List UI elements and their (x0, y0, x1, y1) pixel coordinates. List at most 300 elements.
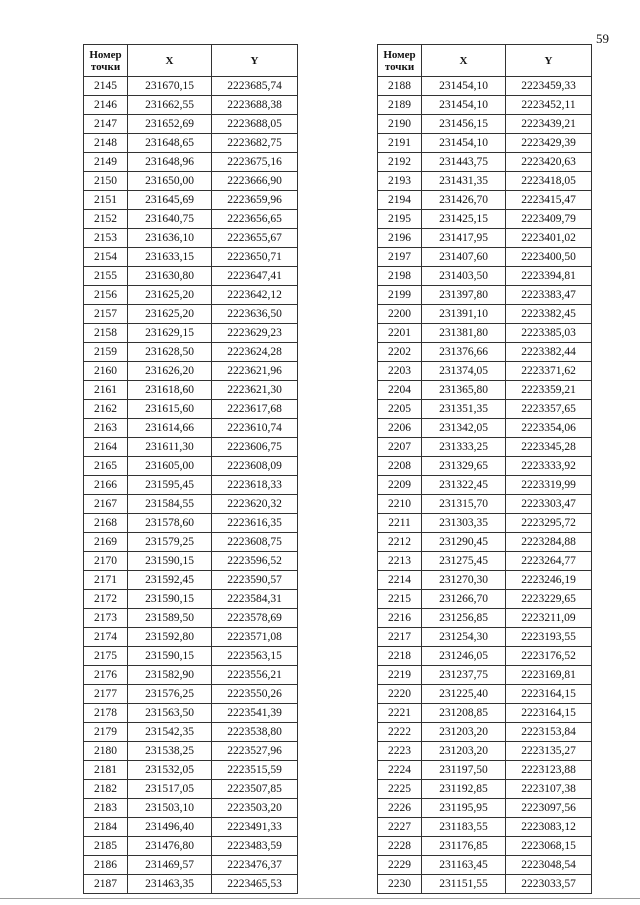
point-number-cell: 2230 (378, 875, 422, 894)
y-coordinate-cell: 2223507,85 (212, 780, 298, 799)
y-coordinate-cell: 2223415,47 (506, 191, 592, 210)
table-row (84, 419, 298, 438)
point-number-cell: 2158 (84, 324, 128, 343)
table-row (378, 742, 592, 761)
table-row (378, 134, 592, 153)
table-row (378, 799, 592, 818)
y-coordinate-cell: 2223033,57 (506, 875, 592, 894)
point-number-cell: 2215 (378, 590, 422, 609)
point-number-cell: 2203 (378, 362, 422, 381)
point-number-cell: 2217 (378, 628, 422, 647)
table-row (378, 438, 592, 457)
header-x: X (422, 45, 506, 77)
x-coordinate-cell: 231650,00 (128, 172, 212, 191)
point-number-cell: 2160 (84, 362, 128, 381)
coordinates-table-right (377, 44, 592, 894)
header-y: Y (212, 45, 298, 77)
point-number-cell: 2149 (84, 153, 128, 172)
table-row (378, 457, 592, 476)
table-row (378, 685, 592, 704)
x-coordinate-cell: 231463,35 (128, 875, 212, 894)
y-coordinate-cell: 2223608,75 (212, 533, 298, 552)
y-coordinate-cell: 2223642,12 (212, 286, 298, 305)
point-number-cell: 2206 (378, 419, 422, 438)
x-coordinate-cell: 231425,15 (422, 210, 506, 229)
y-coordinate-cell: 2223538,80 (212, 723, 298, 742)
table-row (84, 438, 298, 457)
point-number-cell: 2197 (378, 248, 422, 267)
x-coordinate-cell: 231605,00 (128, 457, 212, 476)
point-number-cell: 2224 (378, 761, 422, 780)
table-row (378, 267, 592, 286)
table-row (378, 210, 592, 229)
y-coordinate-cell: 2223354,06 (506, 419, 592, 438)
table-row (84, 609, 298, 628)
point-number-cell: 2156 (84, 286, 128, 305)
x-coordinate-cell: 231454,10 (422, 96, 506, 115)
y-coordinate-cell: 2223563,15 (212, 647, 298, 666)
y-coordinate-cell: 2223656,65 (212, 210, 298, 229)
table-row (378, 419, 592, 438)
x-coordinate-cell: 231538,25 (128, 742, 212, 761)
table-row (378, 533, 592, 552)
x-coordinate-cell: 231532,05 (128, 761, 212, 780)
x-coordinate-cell: 231183,55 (422, 818, 506, 837)
x-coordinate-cell: 231648,96 (128, 153, 212, 172)
x-coordinate-cell: 231503,10 (128, 799, 212, 818)
point-number-cell: 2208 (378, 457, 422, 476)
point-number-cell: 2147 (84, 115, 128, 134)
y-coordinate-cell: 2223556,21 (212, 666, 298, 685)
page-bottom-divider (0, 898, 640, 899)
x-coordinate-cell: 231266,70 (422, 590, 506, 609)
table-row (84, 856, 298, 875)
point-number-cell: 2176 (84, 666, 128, 685)
point-number-cell: 2178 (84, 704, 128, 723)
y-coordinate-cell: 2223616,35 (212, 514, 298, 533)
table-row (84, 115, 298, 134)
x-coordinate-cell: 231365,80 (422, 381, 506, 400)
y-coordinate-cell: 2223246,19 (506, 571, 592, 590)
y-coordinate-cell: 2223429,39 (506, 134, 592, 153)
table-row (84, 77, 298, 96)
x-coordinate-cell: 231563,50 (128, 704, 212, 723)
x-coordinate-cell: 231203,20 (422, 742, 506, 761)
x-coordinate-cell: 231633,15 (128, 248, 212, 267)
y-coordinate-cell: 2223211,09 (506, 609, 592, 628)
point-number-cell: 2150 (84, 172, 128, 191)
y-coordinate-cell: 2223123,88 (506, 761, 592, 780)
y-coordinate-cell: 2223465,53 (212, 875, 298, 894)
y-coordinate-cell: 2223629,23 (212, 324, 298, 343)
y-coordinate-cell: 2223048,54 (506, 856, 592, 875)
x-coordinate-cell: 231625,20 (128, 286, 212, 305)
point-number-cell: 2154 (84, 248, 128, 267)
x-coordinate-cell: 231237,75 (422, 666, 506, 685)
point-number-cell: 2198 (378, 267, 422, 286)
x-coordinate-cell: 231648,65 (128, 134, 212, 153)
point-number-cell: 2185 (84, 837, 128, 856)
y-coordinate-cell: 2223618,33 (212, 476, 298, 495)
y-coordinate-cell: 2223624,28 (212, 343, 298, 362)
y-coordinate-cell: 2223164,15 (506, 704, 592, 723)
x-coordinate-cell: 231640,75 (128, 210, 212, 229)
x-coordinate-cell: 231611,30 (128, 438, 212, 457)
point-number-cell: 2172 (84, 590, 128, 609)
y-coordinate-cell: 2223169,81 (506, 666, 592, 685)
x-coordinate-cell: 231590,15 (128, 590, 212, 609)
table-row (84, 514, 298, 533)
y-coordinate-cell: 2223596,52 (212, 552, 298, 571)
table-row (378, 552, 592, 571)
table-row (84, 552, 298, 571)
point-number-cell: 2201 (378, 324, 422, 343)
y-coordinate-cell: 2223333,92 (506, 457, 592, 476)
table-row (84, 818, 298, 837)
table-row (378, 780, 592, 799)
x-coordinate-cell: 231246,05 (422, 647, 506, 666)
point-number-cell: 2214 (378, 571, 422, 590)
table-row (84, 267, 298, 286)
point-number-cell: 2163 (84, 419, 128, 438)
y-coordinate-cell: 2223359,21 (506, 381, 592, 400)
table-row (378, 609, 592, 628)
table-row (378, 400, 592, 419)
y-coordinate-cell: 2223688,05 (212, 115, 298, 134)
x-coordinate-cell: 231333,25 (422, 438, 506, 457)
table-row (84, 210, 298, 229)
point-number-cell: 2196 (378, 229, 422, 248)
x-coordinate-cell: 231208,85 (422, 704, 506, 723)
x-coordinate-cell: 231315,70 (422, 495, 506, 514)
x-coordinate-cell: 231275,45 (422, 552, 506, 571)
point-number-cell: 2225 (378, 780, 422, 799)
y-coordinate-cell: 2223659,96 (212, 191, 298, 210)
x-coordinate-cell: 231391,10 (422, 305, 506, 324)
x-coordinate-cell: 231625,20 (128, 305, 212, 324)
x-coordinate-cell: 231443,75 (422, 153, 506, 172)
point-number-cell: 2181 (84, 761, 128, 780)
point-number-cell: 2146 (84, 96, 128, 115)
y-coordinate-cell: 2223394,81 (506, 267, 592, 286)
y-coordinate-cell: 2223284,88 (506, 533, 592, 552)
y-coordinate-cell: 2223610,74 (212, 419, 298, 438)
x-coordinate-cell: 231381,80 (422, 324, 506, 343)
table-row (378, 362, 592, 381)
table-row (84, 96, 298, 115)
point-number-cell: 2184 (84, 818, 128, 837)
y-coordinate-cell: 2223452,11 (506, 96, 592, 115)
x-coordinate-cell: 231426,70 (422, 191, 506, 210)
point-number-cell: 2179 (84, 723, 128, 742)
y-coordinate-cell: 2223682,75 (212, 134, 298, 153)
y-coordinate-cell: 2223666,90 (212, 172, 298, 191)
point-number-cell: 2153 (84, 229, 128, 248)
table-row (378, 704, 592, 723)
table-row (84, 799, 298, 818)
table-header-row (84, 45, 298, 77)
point-number-cell: 2192 (378, 153, 422, 172)
point-number-cell: 2219 (378, 666, 422, 685)
x-coordinate-cell: 231579,25 (128, 533, 212, 552)
table-row (84, 533, 298, 552)
point-number-cell: 2212 (378, 533, 422, 552)
point-number-cell: 2221 (378, 704, 422, 723)
header-x: X (128, 45, 212, 77)
y-coordinate-cell: 2223409,79 (506, 210, 592, 229)
y-coordinate-cell: 2223439,21 (506, 115, 592, 134)
y-coordinate-cell: 2223229,65 (506, 590, 592, 609)
table-row (378, 818, 592, 837)
point-number-cell: 2191 (378, 134, 422, 153)
y-coordinate-cell: 2223345,28 (506, 438, 592, 457)
y-coordinate-cell: 2223620,32 (212, 495, 298, 514)
table-row (84, 704, 298, 723)
y-coordinate-cell: 2223636,50 (212, 305, 298, 324)
table-row (378, 305, 592, 324)
point-number-cell: 2200 (378, 305, 422, 324)
table-row (378, 343, 592, 362)
x-coordinate-cell: 231303,35 (422, 514, 506, 533)
x-coordinate-cell: 231254,30 (422, 628, 506, 647)
y-coordinate-cell: 2223647,41 (212, 267, 298, 286)
point-number-cell: 2168 (84, 514, 128, 533)
point-number-cell: 2226 (378, 799, 422, 818)
point-number-cell: 2183 (84, 799, 128, 818)
table-row (84, 191, 298, 210)
x-coordinate-cell: 231590,15 (128, 552, 212, 571)
point-number-cell: 2148 (84, 134, 128, 153)
table-row (378, 476, 592, 495)
table-row (84, 628, 298, 647)
y-coordinate-cell: 2223418,05 (506, 172, 592, 191)
table-row (378, 514, 592, 533)
y-coordinate-cell: 2223578,69 (212, 609, 298, 628)
table-row (84, 343, 298, 362)
point-number-cell: 2216 (378, 609, 422, 628)
table-row (84, 647, 298, 666)
y-coordinate-cell: 2223176,52 (506, 647, 592, 666)
y-coordinate-cell: 2223083,12 (506, 818, 592, 837)
y-coordinate-cell: 2223097,56 (506, 799, 592, 818)
table-row (378, 647, 592, 666)
y-coordinate-cell: 2223515,59 (212, 761, 298, 780)
y-coordinate-cell: 2223153,84 (506, 723, 592, 742)
table-row (84, 305, 298, 324)
x-coordinate-cell: 231454,10 (422, 77, 506, 96)
y-coordinate-cell: 2223420,63 (506, 153, 592, 172)
point-number-cell: 2164 (84, 438, 128, 457)
table-row (378, 115, 592, 134)
y-coordinate-cell: 2223295,72 (506, 514, 592, 533)
x-coordinate-cell: 231595,45 (128, 476, 212, 495)
table-row (84, 381, 298, 400)
point-number-cell: 2205 (378, 400, 422, 419)
table-row (84, 742, 298, 761)
point-number-cell: 2174 (84, 628, 128, 647)
table-row (378, 856, 592, 875)
point-number-cell: 2175 (84, 647, 128, 666)
table-row (84, 875, 298, 894)
y-coordinate-cell: 2223135,27 (506, 742, 592, 761)
x-coordinate-cell: 231176,85 (422, 837, 506, 856)
table-row (378, 172, 592, 191)
x-coordinate-cell: 231403,50 (422, 267, 506, 286)
point-number-cell: 2173 (84, 609, 128, 628)
y-coordinate-cell: 2223655,67 (212, 229, 298, 248)
x-coordinate-cell: 231256,85 (422, 609, 506, 628)
x-coordinate-cell: 231576,25 (128, 685, 212, 704)
y-coordinate-cell: 2223382,45 (506, 305, 592, 324)
point-number-cell: 2218 (378, 647, 422, 666)
point-number-cell: 2159 (84, 343, 128, 362)
y-coordinate-cell: 2223107,38 (506, 780, 592, 799)
x-coordinate-cell: 231636,10 (128, 229, 212, 248)
y-coordinate-cell: 2223571,08 (212, 628, 298, 647)
table-row (378, 666, 592, 685)
table-row (84, 229, 298, 248)
point-number-cell: 2207 (378, 438, 422, 457)
x-coordinate-cell: 231225,40 (422, 685, 506, 704)
x-coordinate-cell: 231329,65 (422, 457, 506, 476)
table-row (378, 96, 592, 115)
x-coordinate-cell: 231670,15 (128, 77, 212, 96)
x-coordinate-cell: 231417,95 (422, 229, 506, 248)
point-number-cell: 2220 (378, 685, 422, 704)
point-number-cell: 2170 (84, 552, 128, 571)
x-coordinate-cell: 231592,45 (128, 571, 212, 590)
point-number-cell: 2190 (378, 115, 422, 134)
table-row (84, 837, 298, 856)
point-number-cell: 2209 (378, 476, 422, 495)
x-coordinate-cell: 231151,55 (422, 875, 506, 894)
y-coordinate-cell: 2223491,33 (212, 818, 298, 837)
table-row (378, 191, 592, 210)
x-coordinate-cell: 231645,69 (128, 191, 212, 210)
table-row (378, 286, 592, 305)
table-row (378, 153, 592, 172)
point-number-cell: 2171 (84, 571, 128, 590)
point-number-cell: 2161 (84, 381, 128, 400)
header-point-number: Номер точки (84, 45, 128, 77)
x-coordinate-cell: 231517,05 (128, 780, 212, 799)
table-row (84, 134, 298, 153)
y-coordinate-cell: 2223527,96 (212, 742, 298, 761)
y-coordinate-cell: 2223590,57 (212, 571, 298, 590)
table-row (84, 571, 298, 590)
point-number-cell: 2189 (378, 96, 422, 115)
point-number-cell: 2228 (378, 837, 422, 856)
table-row (378, 495, 592, 514)
x-coordinate-cell: 231374,05 (422, 362, 506, 381)
y-coordinate-cell: 2223382,44 (506, 343, 592, 362)
point-number-cell: 2155 (84, 267, 128, 286)
point-number-cell: 2227 (378, 818, 422, 837)
table-row (84, 362, 298, 381)
x-coordinate-cell: 231628,50 (128, 343, 212, 362)
point-number-cell: 2222 (378, 723, 422, 742)
table-row (378, 761, 592, 780)
table-row (84, 476, 298, 495)
y-coordinate-cell: 2223688,38 (212, 96, 298, 115)
y-coordinate-cell: 2223621,30 (212, 381, 298, 400)
table-row (84, 153, 298, 172)
x-coordinate-cell: 231456,15 (422, 115, 506, 134)
y-coordinate-cell: 2223459,33 (506, 77, 592, 96)
x-coordinate-cell: 231431,35 (422, 172, 506, 191)
point-number-cell: 2202 (378, 343, 422, 362)
x-coordinate-cell: 231590,15 (128, 647, 212, 666)
x-coordinate-cell: 231578,60 (128, 514, 212, 533)
point-number-cell: 2229 (378, 856, 422, 875)
y-coordinate-cell: 2223401,02 (506, 229, 592, 248)
x-coordinate-cell: 231618,60 (128, 381, 212, 400)
page-number: 59 (596, 31, 609, 46)
x-coordinate-cell: 231584,55 (128, 495, 212, 514)
table-row (378, 875, 592, 894)
x-coordinate-cell: 231322,45 (422, 476, 506, 495)
point-number-cell: 2186 (84, 856, 128, 875)
table-row (84, 761, 298, 780)
x-coordinate-cell: 231351,35 (422, 400, 506, 419)
y-coordinate-cell: 2223685,74 (212, 77, 298, 96)
x-coordinate-cell: 231542,35 (128, 723, 212, 742)
point-number-cell: 2182 (84, 780, 128, 799)
table-row (378, 723, 592, 742)
y-coordinate-cell: 2223675,16 (212, 153, 298, 172)
x-coordinate-cell: 231592,80 (128, 628, 212, 647)
table-header-row (378, 45, 592, 77)
y-coordinate-cell: 2223621,96 (212, 362, 298, 381)
table-row (378, 628, 592, 647)
x-coordinate-cell: 231163,45 (422, 856, 506, 875)
x-coordinate-cell: 231454,10 (422, 134, 506, 153)
y-coordinate-cell: 2223550,26 (212, 685, 298, 704)
point-number-cell: 2151 (84, 191, 128, 210)
point-number-cell: 2152 (84, 210, 128, 229)
y-coordinate-cell: 2223319,99 (506, 476, 592, 495)
table-row (378, 381, 592, 400)
table-row (378, 77, 592, 96)
x-coordinate-cell: 231614,66 (128, 419, 212, 438)
table-row (84, 172, 298, 191)
point-number-cell: 2204 (378, 381, 422, 400)
point-number-cell: 2195 (378, 210, 422, 229)
x-coordinate-cell: 231496,40 (128, 818, 212, 837)
x-coordinate-cell: 231626,20 (128, 362, 212, 381)
table-row (84, 590, 298, 609)
y-coordinate-cell: 2223476,37 (212, 856, 298, 875)
y-coordinate-cell: 2223503,20 (212, 799, 298, 818)
x-coordinate-cell: 231476,80 (128, 837, 212, 856)
table-row (378, 248, 592, 267)
x-coordinate-cell: 231629,15 (128, 324, 212, 343)
table-row (84, 457, 298, 476)
x-coordinate-cell: 231270,30 (422, 571, 506, 590)
y-coordinate-cell: 2223193,55 (506, 628, 592, 647)
x-coordinate-cell: 231195,95 (422, 799, 506, 818)
point-number-cell: 2169 (84, 533, 128, 552)
table-row (84, 248, 298, 267)
y-coordinate-cell: 2223483,59 (212, 837, 298, 856)
x-coordinate-cell: 231589,50 (128, 609, 212, 628)
table-row (84, 685, 298, 704)
table-row (378, 229, 592, 248)
table-row (84, 666, 298, 685)
y-coordinate-cell: 2223385,03 (506, 324, 592, 343)
point-number-cell: 2167 (84, 495, 128, 514)
y-coordinate-cell: 2223383,47 (506, 286, 592, 305)
